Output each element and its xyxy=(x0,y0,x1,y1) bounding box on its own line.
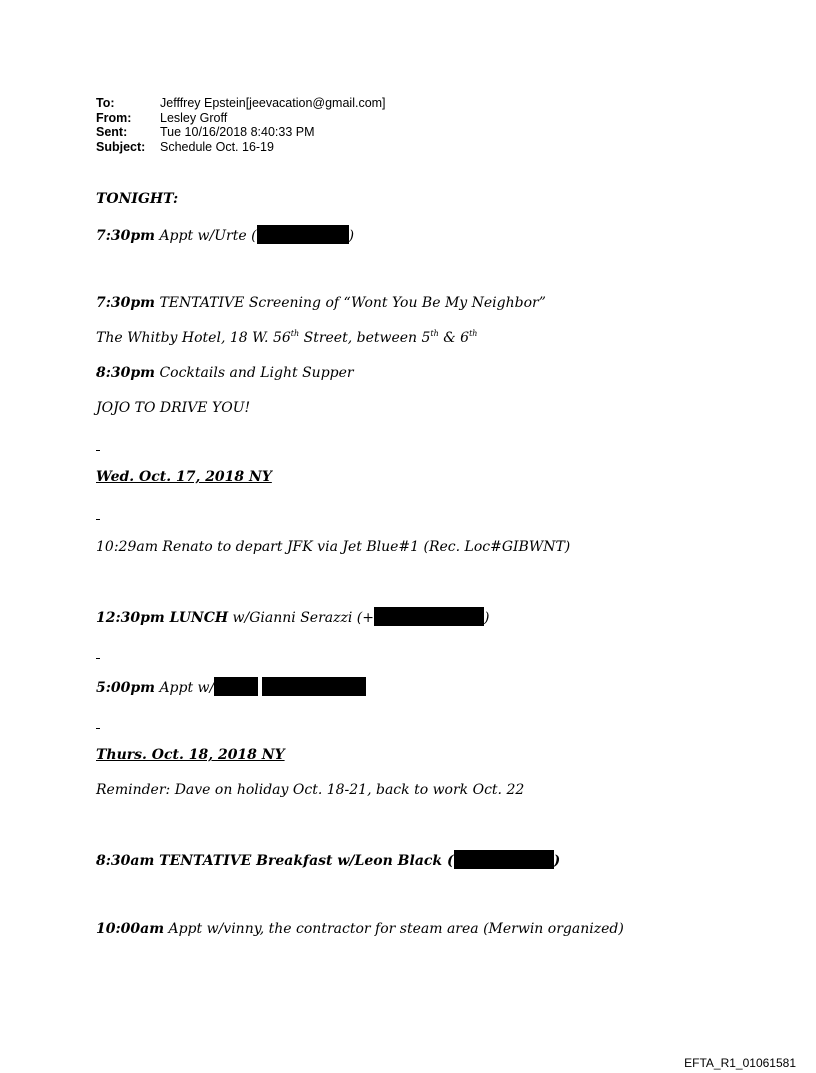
line-text: 8:30am TENTATIVE Breakfast w/Leon Black ( xyxy=(96,853,454,869)
schedule-line xyxy=(96,850,560,870)
redaction-box xyxy=(214,677,258,696)
time-label: 12:30pm LUNCH xyxy=(96,610,229,626)
schedule-line xyxy=(96,329,477,347)
dash-separator xyxy=(96,450,100,451)
schedule-line xyxy=(96,294,546,312)
schedule-line: 10:29am Renato to depart JFK via Jet Blue#1 (Rec. Loc#GIBWNT) xyxy=(96,539,571,555)
redaction-box xyxy=(454,850,554,869)
time-label: 5:00pm xyxy=(96,680,155,696)
schedule-line xyxy=(96,677,366,697)
thu-heading: Thurs. Oct. 18, 2018 NY xyxy=(96,747,285,763)
line-text: The Whitby Hotel, 18 W. 56 xyxy=(96,330,291,346)
to-value: Jefffrey Epstein[jeevacation@gmail.com] xyxy=(160,96,386,110)
schedule-line xyxy=(96,607,489,627)
line-text: Appt w/ xyxy=(155,680,215,696)
sent-row xyxy=(96,125,386,140)
line-text: Cocktails and Light Supper xyxy=(155,365,354,381)
from-row xyxy=(96,111,386,126)
line-text: TENTATIVE Screening of “Wont You Be My Neighbor” xyxy=(155,295,546,311)
document-id: EFTA_R1_01061581 xyxy=(684,1056,796,1070)
line-text: Street, between 5 xyxy=(299,330,431,346)
email-header xyxy=(96,96,386,154)
wed-heading: Wed. Oct. 17, 2018 NY xyxy=(96,469,272,485)
line-text: w/Gianni Serazzi (+ xyxy=(228,610,374,626)
subject-label: Subject: xyxy=(96,139,146,154)
to-label: To: xyxy=(96,96,115,110)
line-text: Appt w/vinny, the contractor for steam area (Merwin organized) xyxy=(164,921,624,937)
tonight-heading: TONIGHT: xyxy=(96,191,179,207)
line-text: Appt w/Urte ( xyxy=(155,228,257,244)
sent-label: Sent: xyxy=(96,125,128,139)
schedule-line: Reminder: Dave on holiday Oct. 18-21, back to work Oct. 22 xyxy=(96,782,525,798)
dash-separator xyxy=(96,519,100,520)
schedule-line xyxy=(96,364,354,382)
time-label: 10:00am xyxy=(96,921,165,937)
dash-separator xyxy=(96,658,100,659)
from-label: From: xyxy=(96,110,132,125)
superscript: th xyxy=(430,329,439,338)
line-text: ) xyxy=(483,610,490,626)
line-text: ) xyxy=(553,853,561,869)
from-value: Lesley Groff xyxy=(160,110,228,125)
superscript: th xyxy=(469,329,478,338)
superscript: th xyxy=(290,329,300,338)
line-text: ) xyxy=(348,228,355,244)
schedule-line: JOJO TO DRIVE YOU! xyxy=(96,400,251,416)
dash-separator xyxy=(96,728,100,729)
line-text: & 6 xyxy=(438,330,470,346)
to-row xyxy=(96,96,386,111)
subject-row xyxy=(96,140,386,155)
time-label: 7:30pm xyxy=(96,228,155,244)
subject-value: Schedule Oct. 16-19 xyxy=(160,139,274,154)
redaction-box xyxy=(262,677,366,696)
sent-value: Tue 10/16/2018 8:40:33 PM xyxy=(160,125,315,139)
redaction-box xyxy=(374,607,484,626)
time-label: 8:30pm xyxy=(96,365,155,381)
redaction-box xyxy=(257,225,349,244)
schedule-line xyxy=(96,920,624,938)
time-label: 7:30pm xyxy=(96,295,155,311)
schedule-line xyxy=(96,225,354,245)
